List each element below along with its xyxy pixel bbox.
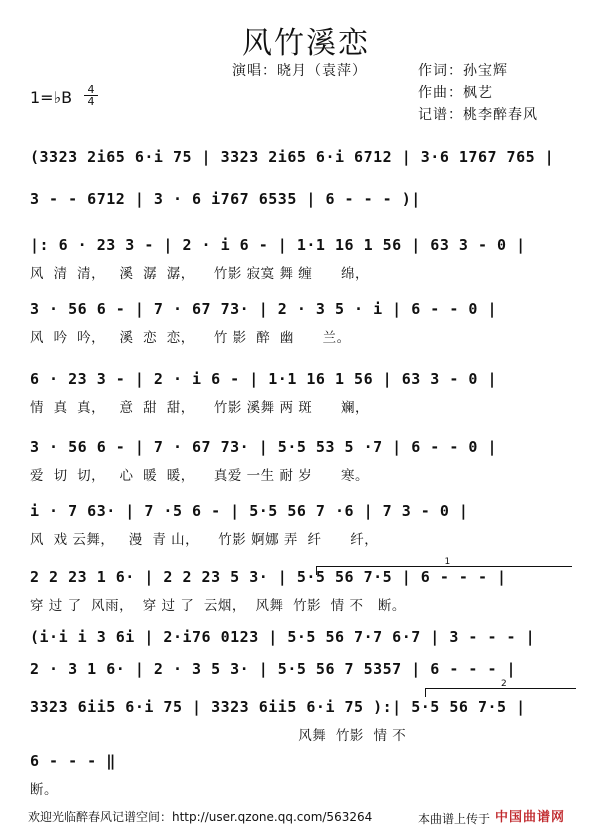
site-logo: 中国曲谱网 <box>495 810 566 825</box>
notation-line <box>30 148 585 172</box>
jianpu-notes: (i·i i 3 6i | 2·i76 0123 | 5·5 56 7·7 6·7 | 3 - - - | <box>30 628 536 646</box>
notation-line <box>30 370 585 394</box>
jianpu-notes: |: 6 · 23 3 - | 2 · i 6 - | 1·1 16 1 56 | 63 3 - 0 | <box>30 236 526 254</box>
notation-line <box>30 502 585 526</box>
song-title: 风竹溪恋 <box>242 26 370 61</box>
jianpu-notes: 3 - - 6712 | 3 · 6 i767 6535 | 6 - - - )| <box>30 190 421 208</box>
notation-line <box>30 190 585 214</box>
first-ending-number: 1 <box>444 557 451 567</box>
first-ending-bracket <box>316 557 572 575</box>
second-ending-number: 2 <box>501 679 507 689</box>
time-signature-numerator: 4 <box>84 84 98 96</box>
lyric-line: 风 戏 云舞， 漫 青 山， 竹影 婀娜 弄 纤 纤， <box>30 532 379 548</box>
notation-line <box>30 438 585 462</box>
jianpu-notes: 6 · 23 3 - | 2 · i 6 - | 1·1 16 1 56 | 63 3 - 0 | <box>30 370 498 388</box>
jianpu-notes: 2 · 3 1 6· | 2 · 3 5 3· | 5·5 56 7 5357 | 6 - - - | <box>30 660 517 678</box>
singer-credit: 演唱：晓月（袁萍） <box>232 63 367 79</box>
key-signature: 1=♭B <box>30 88 73 107</box>
notation-line <box>30 628 585 652</box>
jianpu-notes: 3323 6ii5 6·i 75 | 3323 6ii5 6·i 75 ):| 5·5 56 7·5 | <box>30 698 526 716</box>
lyric-line: 风 吟 吟， 溪 恋 恋， 竹 影 醉 幽 兰。 <box>30 330 351 346</box>
jianpu-notes: 3 · 56 6 - | 7 · 67 73· | 5·5 53 5 ·7 | 6 - - 0 | <box>30 438 498 456</box>
notation-line <box>30 236 585 260</box>
notation-line <box>30 300 585 324</box>
notation-line <box>30 752 585 776</box>
second-ending-bracket <box>425 679 576 697</box>
jianpu-notes: 3 · 56 6 - | 7 · 67 73· | 2 · 3 5 · i | 6 - - 0 | <box>30 300 498 318</box>
jianpu-notes: 6 - - - ‖ <box>30 752 116 770</box>
jianpu-notes: 2 2 23 1 6· | 2 2 23 5 3· | 5·5 56 7·5 | 6 - - - | <box>30 568 507 586</box>
lyric-line: 风舞 竹影 情 不 <box>30 728 407 744</box>
time-signature-denominator: 4 <box>87 95 95 108</box>
lyric-line: 情 真 真， 意 甜 甜， 竹影 溪舞 两 斑 斓， <box>30 400 369 416</box>
footer-text: 欢迎光临醉春风记谱空间：http://user.qzone.qq.com/563264 <box>28 810 373 824</box>
transcriber-credit: 记谱：桃李醉春风 <box>418 107 538 123</box>
jianpu-notes: i · 7 63· | 7 ·5 6 - | 5·5 56 7 ·6 | 7 3 - 0 | <box>30 502 469 520</box>
lyric-line: 穿 过 了 风雨， 穿 过 了 云烟， 风舞 竹影 情 不 断。 <box>30 598 406 614</box>
time-signature <box>84 84 98 107</box>
jianpu-notes: (3323 2i65 6·i 75 | 3323 2i65 6·i 6712 | 3·6 1767 765 | <box>30 148 555 166</box>
lyricist-credit: 作词：孙宝辉 <box>418 63 508 79</box>
lyric-line: 爱 切 切， 心 暖 暖， 真爱 一生 耐 岁 寒。 <box>30 468 369 484</box>
lyric-line: 风 清 清， 溪 潺 潺， 竹影 寂寞 舞 缠 绵， <box>30 266 369 282</box>
notation-line <box>30 698 585 722</box>
upload-text: 本曲谱上传于 <box>418 812 491 826</box>
lyric-line: 断。 <box>30 782 58 798</box>
composer-credit: 作曲：枫艺 <box>418 85 493 101</box>
